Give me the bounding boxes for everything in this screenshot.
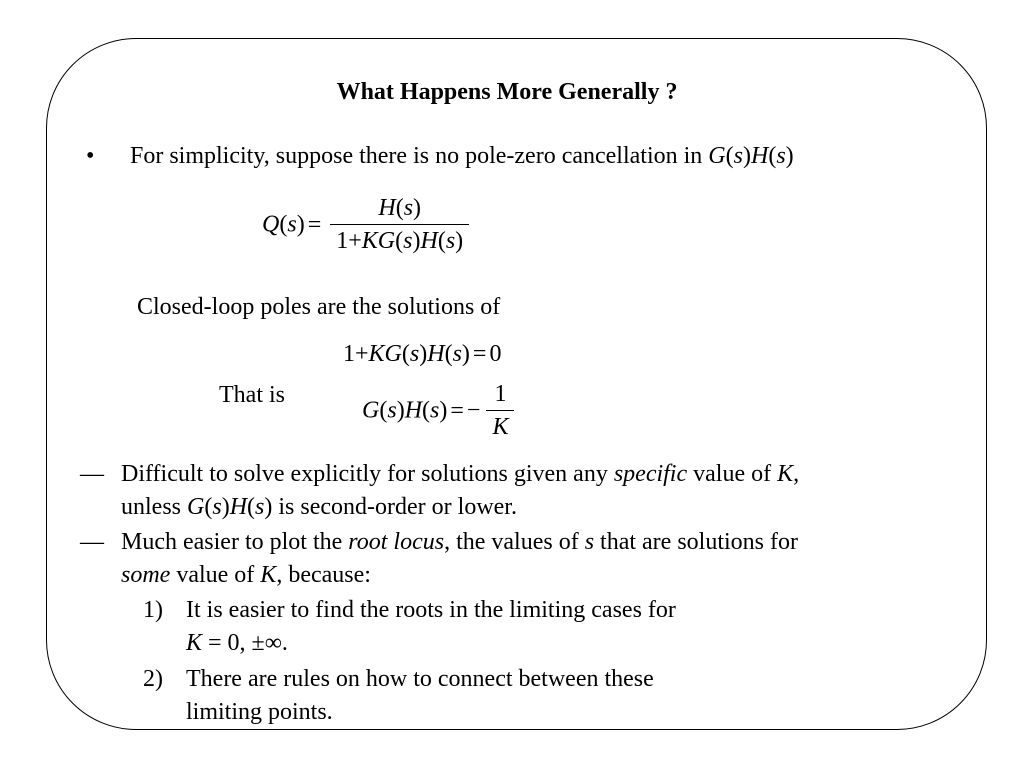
numerator: 1 bbox=[494, 381, 507, 407]
closed-loop-text: Closed-loop poles are the solutions of bbox=[137, 294, 501, 320]
math-H: H bbox=[750, 143, 769, 169]
text: , bbox=[793, 461, 800, 487]
math-s: s bbox=[403, 228, 413, 254]
equation-characteristic: 1+KG(s)H(s) = 0 bbox=[343, 341, 502, 367]
math-one: 1 bbox=[336, 228, 349, 254]
math-Q: Q bbox=[262, 211, 280, 238]
text: that are solutions for bbox=[594, 529, 798, 555]
slide-title: What Happens More Generally ? bbox=[336, 79, 678, 105]
text: Much easier to plot the bbox=[121, 529, 349, 555]
text: Difficult to solve explicitly for solutions given any bbox=[121, 461, 614, 487]
math-zero: 0 bbox=[489, 341, 502, 367]
dash2-line1 bbox=[121, 528, 798, 556]
equals-sign: = bbox=[450, 397, 464, 424]
math-s: s bbox=[733, 143, 743, 169]
math-s: s bbox=[255, 494, 265, 520]
dash-marker: — bbox=[80, 461, 104, 487]
bullet-text: For simplicity, suppose there is no pole-zero cancellation in G(s)H(s) bbox=[130, 143, 794, 169]
list-number: 1) bbox=[143, 597, 163, 623]
math-G: G bbox=[362, 397, 380, 424]
equals-sign: = bbox=[307, 211, 322, 238]
plus-sign: + bbox=[348, 228, 362, 254]
math-s: s bbox=[584, 529, 595, 555]
text: value of bbox=[687, 461, 778, 487]
math-K: K bbox=[186, 630, 203, 656]
item1-line1: It is easier to find the roots in the limiting cases for bbox=[186, 597, 676, 623]
text: value of bbox=[170, 562, 261, 588]
math-s: s bbox=[445, 228, 456, 254]
dash2-line2 bbox=[121, 561, 371, 589]
math-H: H bbox=[427, 341, 445, 367]
fraction bbox=[486, 380, 514, 441]
text: unless bbox=[121, 494, 187, 520]
denominator: 1+KG(s)H(s) bbox=[336, 228, 464, 254]
math-s: s bbox=[387, 397, 397, 424]
math-s: s bbox=[409, 341, 420, 367]
dash1-line2: unless G(s)H(s) is second-order or lower. bbox=[121, 494, 517, 520]
math-H: H bbox=[229, 494, 248, 520]
math-s: s bbox=[452, 341, 462, 367]
math-H: H bbox=[378, 195, 396, 221]
plus-sign: + bbox=[355, 341, 369, 367]
math-s: s bbox=[212, 494, 222, 520]
bullet-text-main: For simplicity, suppose there is no pole-zero cancellation in bbox=[130, 143, 709, 169]
math-H: H bbox=[404, 397, 423, 424]
math-K: K bbox=[492, 414, 509, 440]
text: is second-order or lower. bbox=[272, 494, 517, 520]
equals-sign: = bbox=[472, 341, 487, 367]
text: , the values of bbox=[444, 529, 585, 555]
math-K: K bbox=[260, 562, 277, 588]
minus-sign: − bbox=[466, 397, 481, 424]
math-KG: KG bbox=[361, 228, 396, 254]
item2-line2: limiting points. bbox=[186, 699, 333, 725]
math-s: s bbox=[287, 211, 297, 238]
emphasis-root-locus: root locus bbox=[348, 529, 445, 555]
emphasis-specific: specific bbox=[613, 461, 688, 487]
denominator bbox=[486, 411, 514, 441]
equation-q: Q(s) = $\frac{H(s)}{1+KG(s)H(s)}$ bbox=[262, 194, 469, 255]
item2-line1: There are rules on how to connect between these bbox=[186, 666, 654, 692]
math-one: 1 bbox=[343, 341, 355, 367]
equation-gh: G(s)H(s) = − $\frac{1}{K}$ bbox=[362, 380, 514, 441]
fraction bbox=[330, 194, 469, 255]
math-K: K bbox=[777, 461, 794, 487]
text: = 0, ±∞. bbox=[202, 630, 288, 656]
math-s: s bbox=[403, 195, 414, 221]
emphasis-some: some bbox=[121, 562, 171, 588]
math-s: s bbox=[430, 397, 440, 424]
text: , because: bbox=[276, 562, 371, 588]
numerator: H(s) bbox=[378, 195, 422, 221]
item1-line2 bbox=[186, 629, 288, 657]
bullet-marker: • bbox=[86, 143, 95, 169]
math-KG: KG bbox=[368, 341, 402, 367]
math-G: G bbox=[187, 494, 205, 520]
math-G: G bbox=[708, 143, 726, 169]
that-is-text: That is bbox=[219, 382, 285, 408]
list-number: 2) bbox=[143, 666, 163, 692]
math-s: s bbox=[776, 143, 786, 169]
dash1-line1 bbox=[121, 460, 799, 488]
math-H: H bbox=[420, 228, 438, 254]
dash-marker: — bbox=[80, 529, 104, 555]
